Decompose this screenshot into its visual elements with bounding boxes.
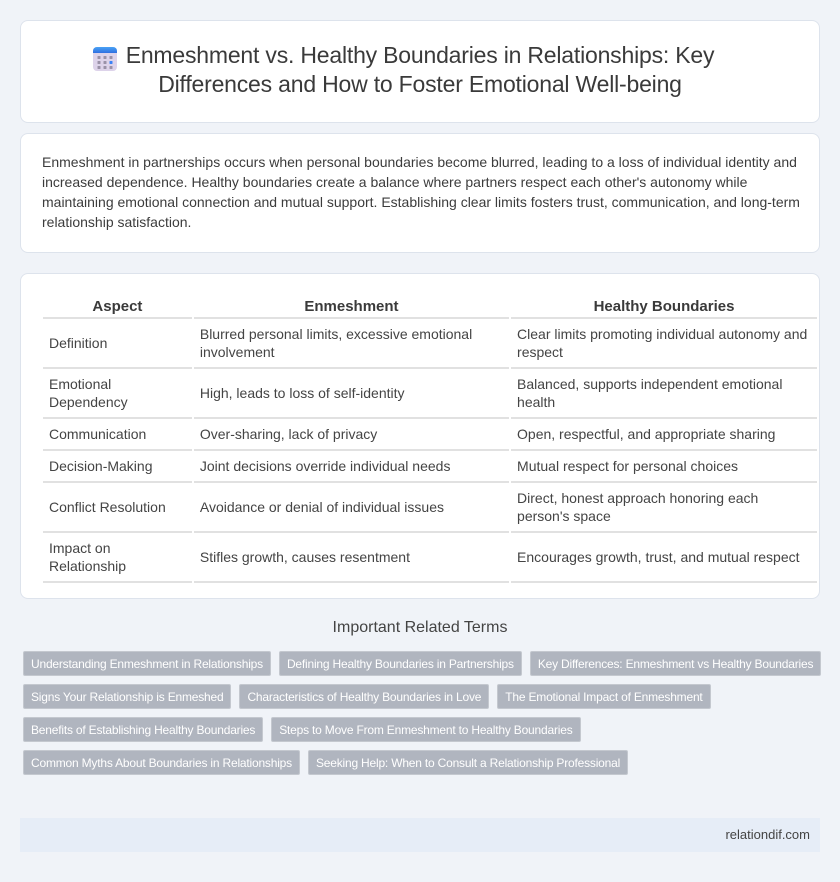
related-term-tag[interactable]: Defining Healthy Boundaries in Partnerships bbox=[279, 651, 522, 676]
table-row bbox=[43, 369, 817, 419]
related-term-tag[interactable]: Common Myths About Boundaries in Relationships bbox=[23, 750, 300, 775]
table-row bbox=[43, 533, 817, 583]
cell-aspect: Emotional Dependency bbox=[43, 369, 192, 419]
related-term-tag[interactable]: Seeking Help: When to Consult a Relationship Professional bbox=[308, 750, 628, 775]
title-card bbox=[20, 20, 820, 123]
cell-enmeshment: High, leads to loss of self-identity bbox=[194, 369, 509, 419]
related-terms-list bbox=[23, 651, 823, 775]
related-term-tag[interactable]: Understanding Enmeshment in Relationships bbox=[23, 651, 271, 676]
cell-healthy-boundaries: Clear limits promoting individual autonomy and respect bbox=[511, 319, 817, 369]
related-term-tag[interactable]: The Emotional Impact of Enmeshment bbox=[497, 684, 710, 709]
header-healthy-boundaries: Healthy Boundaries bbox=[511, 294, 817, 319]
cell-healthy-boundaries: Encourages growth, trust, and mutual respect bbox=[511, 533, 817, 583]
header-enmeshment: Enmeshment bbox=[194, 294, 509, 319]
comparison-table bbox=[41, 294, 819, 583]
table-row bbox=[43, 483, 817, 533]
page-title: Enmeshment vs. Healthy Boundaries in Relationships: Key Differences and How to Foster Emotional Well-being bbox=[125, 42, 715, 97]
table-row bbox=[43, 419, 817, 451]
cell-healthy-boundaries: Open, respectful, and appropriate sharing bbox=[511, 419, 817, 451]
site-name[interactable]: relationdif.com bbox=[725, 827, 810, 842]
related-term-tag[interactable]: Steps to Move From Enmeshment to Healthy Boundaries bbox=[271, 717, 580, 742]
cell-enmeshment: Avoidance or denial of individual issues bbox=[194, 483, 509, 533]
related-term-tag[interactable]: Signs Your Relationship is Enmeshed bbox=[23, 684, 231, 709]
table-header-row bbox=[43, 294, 817, 319]
intro-card bbox=[20, 133, 820, 253]
cell-enmeshment: Over-sharing, lack of privacy bbox=[194, 419, 509, 451]
cell-aspect: Conflict Resolution bbox=[43, 483, 192, 533]
cell-healthy-boundaries: Balanced, supports independent emotional health bbox=[511, 369, 817, 419]
related-term-tag[interactable]: Characteristics of Healthy Boundaries in Love bbox=[239, 684, 489, 709]
related-term-tag[interactable]: Key Differences: Enmeshment vs Healthy Boundaries bbox=[530, 651, 821, 676]
intro-paragraph: Enmeshment in partnerships occurs when personal boundaries become blurred, leading to a loss of individual identity and increased dependence. Healthy boundaries create a balance where partners respect each other's autonomy while maintaining emotional connection and mutual support. Establishing clear limits fosters trust, communication, and long-term relationship satisfaction. bbox=[42, 154, 800, 230]
related-term-tag[interactable]: Benefits of Establishing Healthy Boundaries bbox=[23, 717, 263, 742]
cell-enmeshment: Joint decisions override individual needs bbox=[194, 451, 509, 483]
cell-enmeshment: Stifles growth, causes resentment bbox=[194, 533, 509, 583]
table-row bbox=[43, 451, 817, 483]
comparison-table-card bbox=[20, 273, 820, 599]
cell-healthy-boundaries: Mutual respect for personal choices bbox=[511, 451, 817, 483]
cell-aspect: Communication bbox=[43, 419, 192, 451]
cell-healthy-boundaries: Direct, honest approach honoring each person's space bbox=[511, 483, 817, 533]
cell-aspect: Decision-Making bbox=[43, 451, 192, 483]
cell-aspect: Impact on Relationship bbox=[43, 533, 192, 583]
footer bbox=[20, 818, 820, 852]
table-row bbox=[43, 319, 817, 369]
cell-enmeshment: Blurred personal limits, excessive emotional involvement bbox=[194, 319, 509, 369]
related-terms-heading: Important Related Terms bbox=[332, 619, 508, 636]
header-aspect: Aspect bbox=[43, 294, 192, 319]
cell-aspect: Definition bbox=[43, 319, 192, 369]
